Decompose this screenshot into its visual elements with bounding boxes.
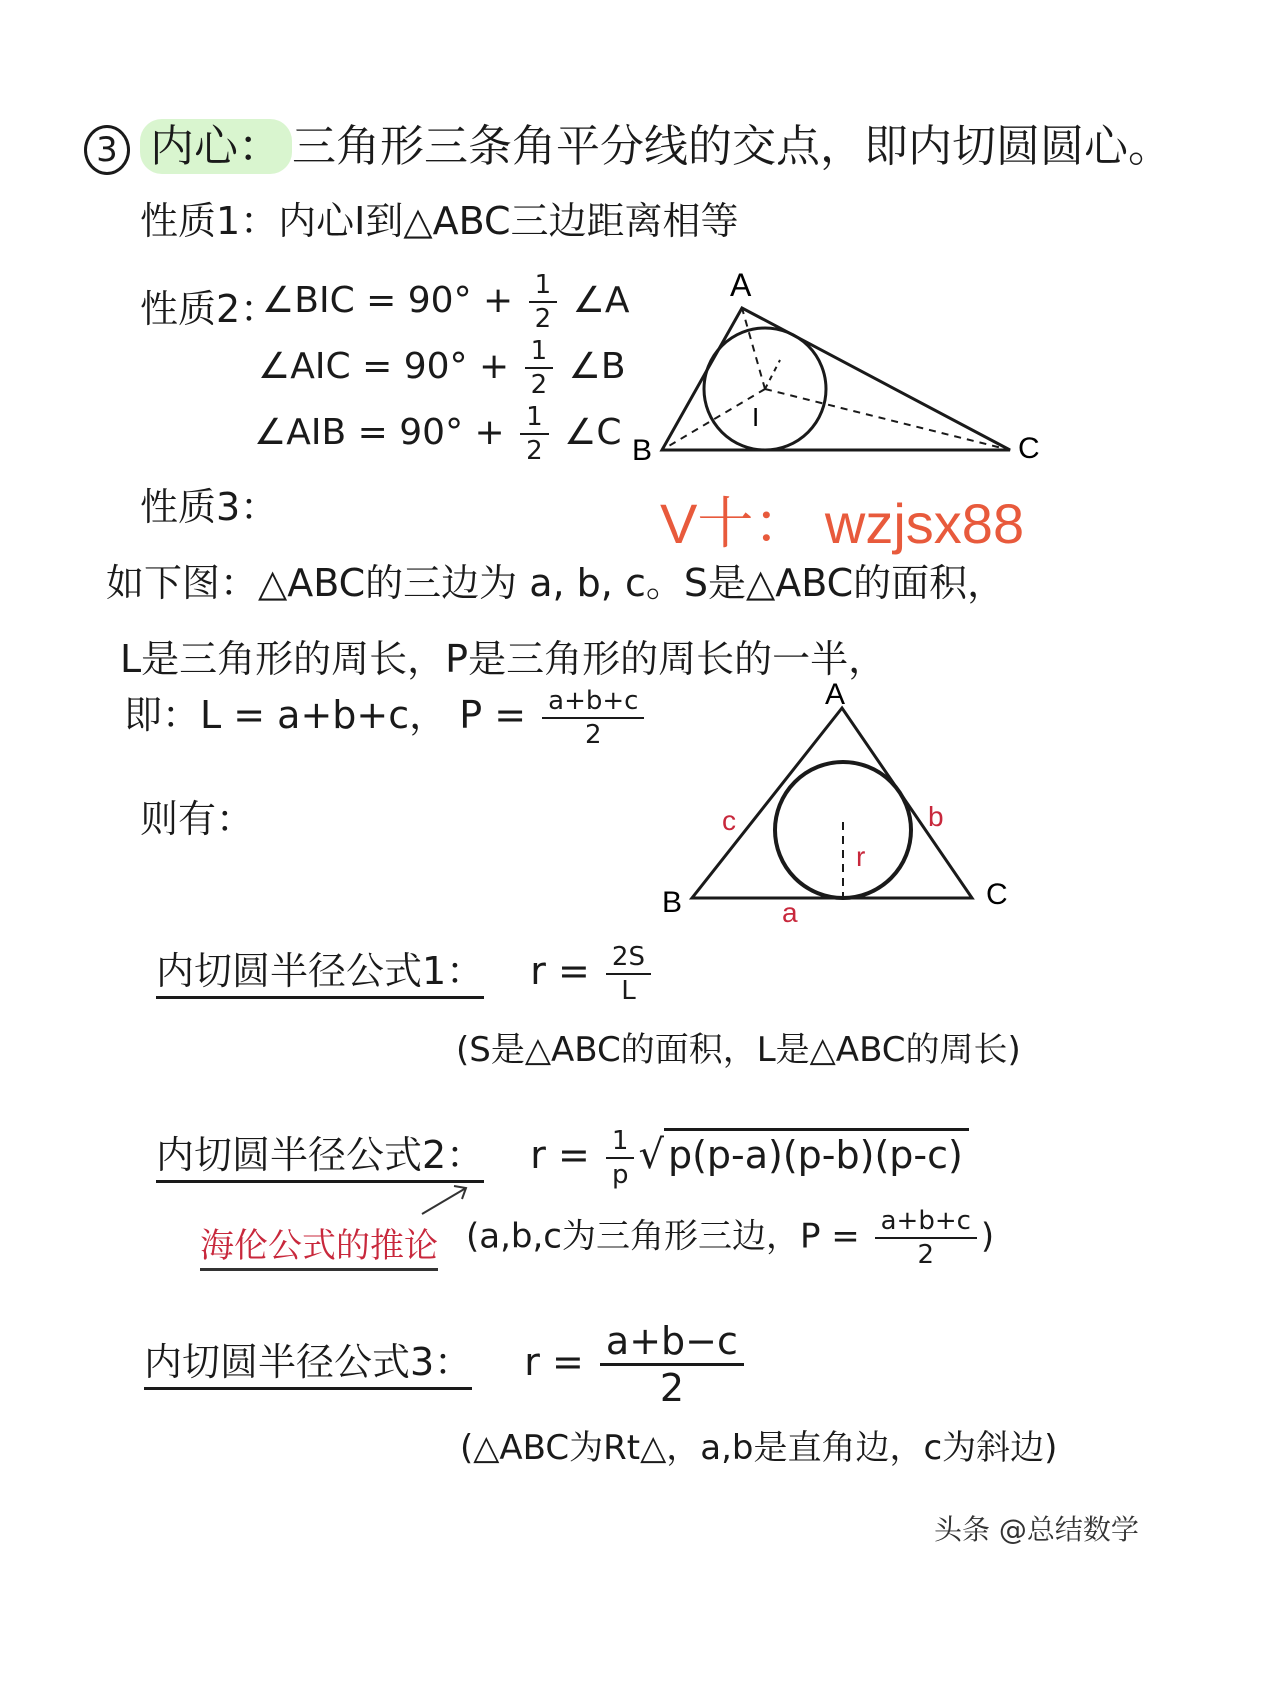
section-title xyxy=(84,110,1172,175)
property-2-line-1 xyxy=(262,272,630,332)
fraction-denominator: L xyxy=(621,975,636,1006)
description-line-1: 如下图：△ABC的三边为 a, b, c。S是△ABC的面积， xyxy=(106,561,1006,605)
formula-lhs: r = xyxy=(530,1133,590,1177)
formula-right: ∠B xyxy=(568,346,626,387)
side-b-label: b xyxy=(928,801,944,832)
closing-paren: ) xyxy=(980,1216,995,1257)
formula-2-label: 内切圆半径公式2： xyxy=(156,1133,484,1183)
fraction-numerator: 1 xyxy=(525,338,554,369)
fraction-numerator: 1 xyxy=(520,404,549,435)
semi-perimeter-fraction xyxy=(875,1208,977,1268)
formula-2 xyxy=(156,1124,969,1188)
formula-2-fraction xyxy=(606,1125,635,1190)
triangle-abc xyxy=(662,308,1010,450)
vertex-a-label: A xyxy=(825,678,846,711)
property-2-line-3 xyxy=(254,404,622,464)
fraction-denominator: 2 xyxy=(534,304,552,334)
watermark-contact: V十： wzjsx88 xyxy=(660,492,1025,555)
formula-1-label: 内切圆半径公式1： xyxy=(156,949,484,999)
fraction-numerator: 1 xyxy=(529,272,558,303)
fraction-numerator: a+b−c xyxy=(600,1322,744,1366)
fraction-denominator: 2 xyxy=(530,370,548,400)
perimeter-formula: 即：L = a+b+c， P = xyxy=(124,693,527,737)
heron-corollary-text: 海伦公式的推论 xyxy=(200,1226,438,1271)
incenter-triangle-diagram xyxy=(620,260,1060,500)
property-2-label: 性质2： xyxy=(140,287,279,331)
bisector-c xyxy=(765,389,1010,450)
fraction-denominator: 2 xyxy=(659,1366,684,1410)
fraction-denominator: 2 xyxy=(585,719,602,750)
title-label: 内心： xyxy=(140,119,292,174)
vertex-c-label: C xyxy=(986,878,1008,911)
radius-label: r xyxy=(856,841,866,872)
fraction-half xyxy=(520,404,549,464)
fraction-numerator: a+b+c xyxy=(875,1208,977,1239)
footer-source: 头条 @总结数学 xyxy=(934,1513,1139,1546)
formula-left: ∠AIC = 90° + xyxy=(258,346,510,387)
formula-2-note-text: (a,b,c为三角形三边，P = xyxy=(466,1216,860,1257)
then-label: 则有： xyxy=(140,797,255,841)
formula-3-note: (△ABC为Rt△，a,b是直角边，c为斜边) xyxy=(460,1428,1058,1468)
vertex-b-label: B xyxy=(632,434,653,467)
radicand: p(p-a)(p-b)(p-c) xyxy=(664,1128,969,1177)
fraction-numerator: 2S xyxy=(606,944,651,975)
fraction-denominator: 2 xyxy=(526,436,543,466)
formula-left: ∠BIC = 90° + xyxy=(262,280,514,321)
title-text: 三角形三条角平分线的交点，即内切圆圆心。 xyxy=(292,121,1172,172)
formula-1-note: (S是△ABC的面积，L是△ABC的周长) xyxy=(456,1030,1021,1070)
incenter-label: I xyxy=(752,402,760,432)
formula-3-fraction xyxy=(600,1319,744,1410)
formula-lhs: r = xyxy=(530,949,590,993)
formula-left: ∠AIB = 90° + xyxy=(254,412,505,453)
formula-3 xyxy=(144,1319,748,1410)
formula-2-note xyxy=(466,1208,994,1268)
square-root-icon: √ xyxy=(638,1132,664,1178)
description-line-3 xyxy=(124,684,648,748)
formula-lhs: r = xyxy=(524,1340,584,1384)
vertex-b-label: B xyxy=(662,886,683,919)
formula-right: ∠A xyxy=(572,280,630,321)
property-2-line-2 xyxy=(258,338,626,398)
side-a-label: a xyxy=(782,897,798,928)
formula-3-label: 内切圆半径公式3： xyxy=(144,1340,472,1390)
semi-perimeter-fraction xyxy=(542,685,644,750)
heron-corollary-note xyxy=(200,1218,438,1267)
fraction-half xyxy=(529,272,558,332)
fraction-numerator: a+b+c xyxy=(542,688,644,719)
property-3-label: 性质3： xyxy=(140,485,279,529)
formula-1 xyxy=(156,940,655,1004)
incircle-radius-diagram xyxy=(650,670,1030,940)
vertex-a-label: A xyxy=(730,267,752,303)
formula-1-fraction xyxy=(606,941,651,1006)
formula-right: ∠C xyxy=(564,412,622,453)
fraction-numerator: 1 xyxy=(606,1128,635,1159)
radius-dash xyxy=(765,360,780,389)
description-line-2: L是三角形的周长，P是三角形的周长的一半， xyxy=(120,637,887,681)
fraction-half xyxy=(525,338,554,398)
side-c-label: c xyxy=(722,805,736,836)
vertex-c-label: C xyxy=(1018,432,1040,465)
property-1: 性质1：内心I到△ABC三边距离相等 xyxy=(140,199,739,243)
bisector-a xyxy=(742,308,765,389)
fraction-denominator: p xyxy=(611,1159,629,1190)
section-number: 3 xyxy=(84,125,130,175)
fraction-denominator: 2 xyxy=(917,1240,935,1270)
